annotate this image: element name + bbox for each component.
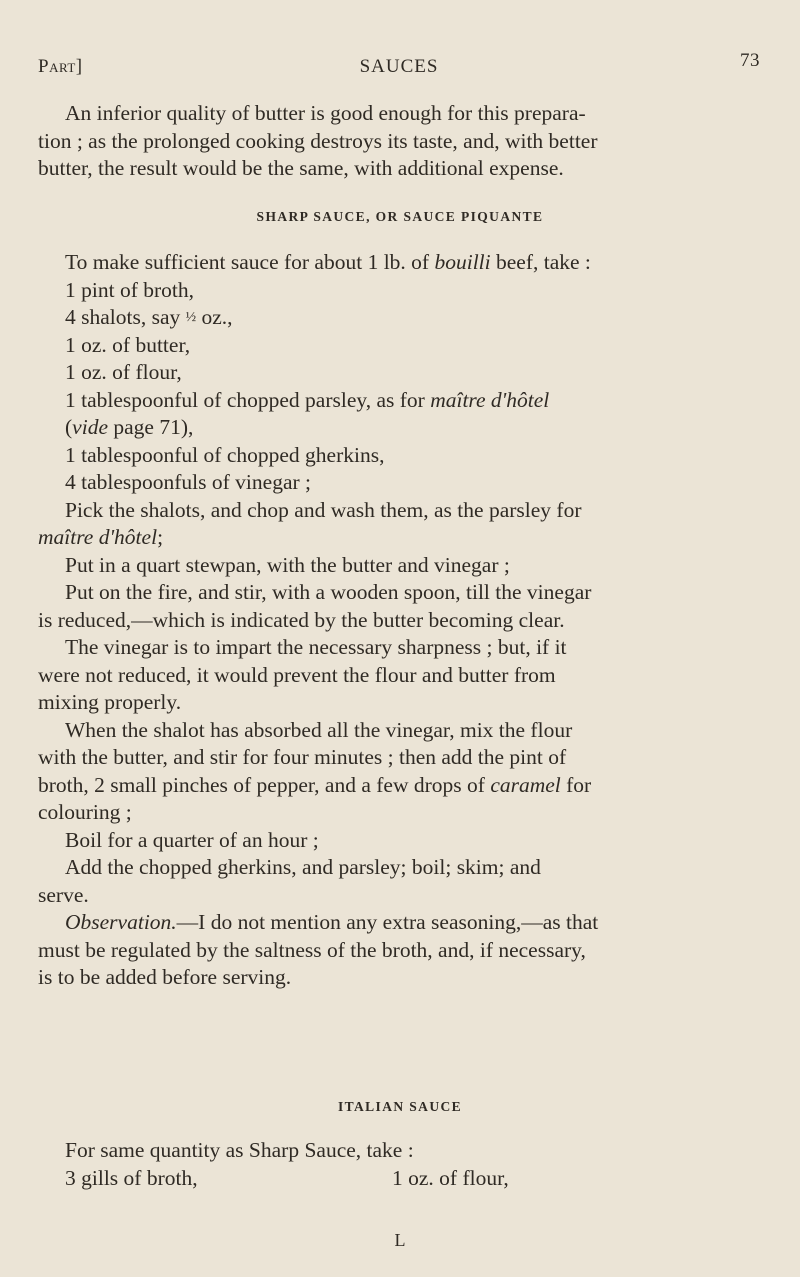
section-heading-italian-sauce: ITALIAN SAUCE — [337, 1099, 463, 1114]
ingredient-line: 1 oz. of butter, — [65, 332, 191, 357]
text-line: An inferior quality of butter is good enough for this prepara- — [65, 101, 586, 125]
section-heading-sharp-sauce: SHARP SAUCE, OR SAUCE PIQUANTE — [256, 209, 544, 224]
text-line: When the shalot has absorbed all the vinegar, mix the flour — [65, 717, 573, 742]
ingredient-line: 1 tablespoonful of chopped parsley, as for maître d'hôtel — [65, 387, 550, 412]
sharp-sauce-recipe — [38, 249, 758, 992]
text-line: with the butter, and stir for four minutes ; then add the pint of — [38, 745, 567, 769]
ingredient-line: 1 pint of broth, — [65, 277, 194, 302]
text-line: were not reduced, it would prevent the flour and butter from — [38, 662, 556, 687]
text-line: must be regulated by the saltness of the broth, and, if necessary, — [38, 937, 586, 962]
text-line: Pick the shalots, and chop and wash them, as the parsley for — [65, 497, 582, 522]
text-line: Add the chopped gherkins, and parsley; boil; skim; and — [65, 855, 541, 879]
text-line: is to be added before serving. — [38, 965, 292, 989]
ingredient-line: 1 oz. of flour, — [65, 360, 182, 384]
text-line: To make sufficient sauce for about 1 lb. of bouilli beef, take : — [65, 250, 591, 274]
ingredient-line: (vide page 71), — [65, 415, 194, 439]
text-line: serve. — [38, 882, 89, 907]
text-line: Boil for a quarter of an hour ; — [65, 827, 319, 852]
text-line: The vinegar is to impart the necessary sharpness ; but, if it — [65, 635, 567, 659]
ingredient-line — [38, 1165, 758, 1193]
text-line: butter, the result would be the same, with additional expense. — [38, 156, 564, 180]
text-line: mixing properly. — [38, 690, 182, 714]
ingredient-flour: 1 oz. of flour, — [392, 1165, 509, 1190]
text-line: For same quantity as Sharp Sauce, take : — [65, 1138, 414, 1162]
text-line: Observation.—I do not mention any extra seasoning,—as that — [65, 910, 599, 934]
text-line: Put on the fire, and stir, with a wooden spoon, till the vinegar — [65, 580, 592, 604]
text-line: colouring ; — [38, 800, 132, 824]
signature-mark: L — [394, 1230, 406, 1250]
text-line: tion ; as the prolonged cooking destroys its taste, and, with better — [38, 128, 598, 153]
part-label: Part] — [38, 56, 83, 77]
ingredient-broth: 3 gills of broth, — [65, 1165, 198, 1190]
text-line: maître d'hôtel; — [38, 525, 164, 549]
intro-paragraph — [38, 100, 758, 183]
text-line: is reduced,—which is indicated by the butter becoming clear. — [38, 607, 565, 632]
running-title: SAUCES — [359, 56, 439, 77]
ingredient-line: 1 tablespoonful of chopped gherkins, — [65, 442, 385, 467]
running-head — [38, 50, 760, 80]
text-line: Put in a quart stewpan, with the butter and vinegar ; — [65, 552, 510, 577]
text-line: broth, 2 small pinches of pepper, and a few drops of caramel for — [38, 772, 592, 797]
italian-sauce-recipe — [38, 1137, 758, 1192]
page-number: 73 — [740, 50, 760, 71]
ingredient-line: 4 tablespoonfuls of vinegar ; — [65, 470, 312, 494]
ingredient-line: 4 shalots, say ½ oz., — [65, 305, 233, 329]
